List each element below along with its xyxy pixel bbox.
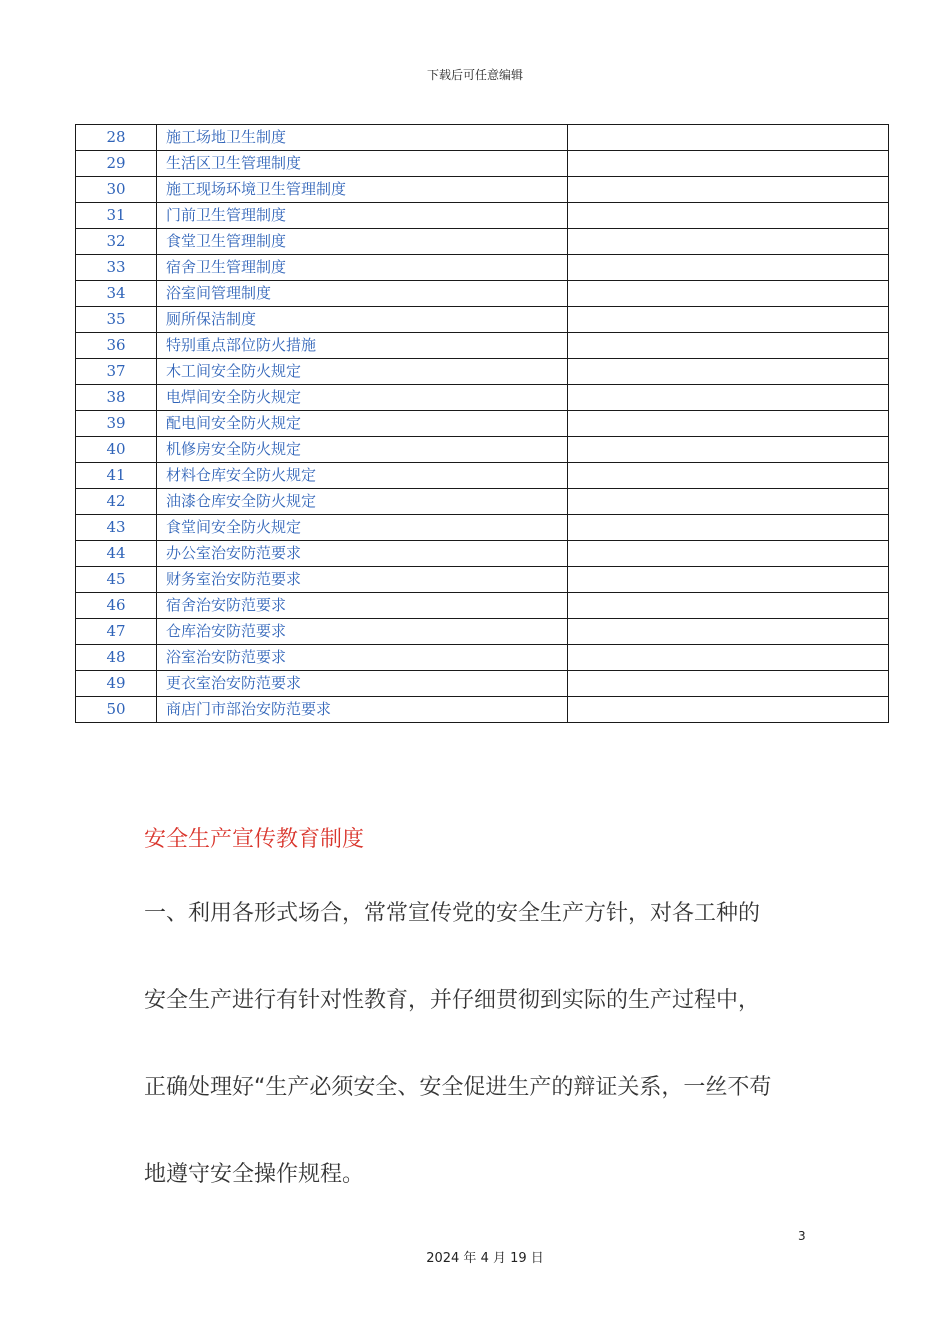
table-row: [76, 333, 889, 359]
toc-row-number: 41: [76, 463, 157, 489]
toc-row-empty-cell: [568, 385, 889, 411]
table-row: [76, 359, 889, 385]
toc-row-number: 44: [76, 541, 157, 567]
paragraph-line-2: 安全生产进行有针对性教育，并仔细贯彻到实际的生产过程中，: [144, 988, 761, 1013]
toc-row-empty-cell: [568, 697, 889, 723]
toc-row-empty-cell: [568, 125, 889, 151]
table-row: [76, 593, 889, 619]
toc-row-title-link[interactable]: 浴室治安防范要求: [157, 645, 568, 671]
table-row: [76, 541, 889, 567]
toc-row-empty-cell: [568, 671, 889, 697]
toc-row-title-link[interactable]: 宿舍治安防范要求: [157, 593, 568, 619]
toc-row-number: 37: [76, 359, 157, 385]
toc-row-title-link[interactable]: 仓库治安防范要求: [157, 619, 568, 645]
toc-table-body: [76, 125, 889, 723]
page-header: 下载后可任意编辑: [426, 68, 523, 82]
paragraph-line-1: 一、利用各形式场合，常常宣传党的安全生产方针，对各工种的: [144, 901, 761, 926]
toc-row-number: 34: [76, 281, 157, 307]
toc-row-empty-cell: [568, 203, 889, 229]
table-row: [76, 151, 889, 177]
table-row: [76, 177, 889, 203]
table-row: [76, 125, 889, 151]
toc-row-number: 45: [76, 567, 157, 593]
toc-row-title-link[interactable]: 配电间安全防火规定: [157, 411, 568, 437]
toc-row-number: 48: [76, 645, 157, 671]
toc-row-empty-cell: [568, 619, 889, 645]
toc-row-empty-cell: [568, 151, 889, 177]
toc-row-empty-cell: [568, 541, 889, 567]
toc-row-number: 39: [76, 411, 157, 437]
toc-row-title-link[interactable]: 宿舍卫生管理制度: [157, 255, 568, 281]
toc-row-number: 36: [76, 333, 157, 359]
table-row: [76, 437, 889, 463]
table-row: [76, 307, 889, 333]
table-row: [76, 697, 889, 723]
table-row: [76, 281, 889, 307]
table-row: [76, 567, 889, 593]
toc-row-empty-cell: [568, 255, 889, 281]
table-row: [76, 203, 889, 229]
toc-row-empty-cell: [568, 463, 889, 489]
toc-row-number: 50: [76, 697, 157, 723]
page-number: 3: [798, 1229, 806, 1243]
toc-row-empty-cell: [568, 645, 889, 671]
paragraph-line-4: 地遵守安全操作规程。: [144, 1162, 365, 1187]
toc-row-empty-cell: [568, 229, 889, 255]
toc-row-number: 33: [76, 255, 157, 281]
toc-row-title-link[interactable]: 商店门市部治安防范要求: [157, 697, 568, 723]
toc-row-title-link[interactable]: 木工间安全防火规定: [157, 359, 568, 385]
toc-row-number: 38: [76, 385, 157, 411]
toc-row-title-link[interactable]: 厕所保洁制度: [157, 307, 568, 333]
table-row: [76, 385, 889, 411]
toc-row-empty-cell: [568, 307, 889, 333]
toc-row-title-link[interactable]: 材料仓库安全防火规定: [157, 463, 568, 489]
toc-row-empty-cell: [568, 437, 889, 463]
toc-row-title-link[interactable]: 油漆仓库安全防火规定: [157, 489, 568, 515]
toc-row-number: 47: [76, 619, 157, 645]
toc-row-title-link[interactable]: 更衣室治安防范要求: [157, 671, 568, 697]
paragraph-line-3: 正确处理好“生产必须安全、安全促进生产的辩证关系，一丝不苟: [144, 1075, 772, 1100]
footer-date: 2024 年 4 月 19 日: [426, 1251, 544, 1266]
table-row: [76, 255, 889, 281]
toc-row-title-link[interactable]: 门前卫生管理制度: [157, 203, 568, 229]
toc-row-empty-cell: [568, 515, 889, 541]
toc-row-empty-cell: [568, 333, 889, 359]
toc-row-number: 49: [76, 671, 157, 697]
table-row: [76, 645, 889, 671]
toc-row-number: 32: [76, 229, 157, 255]
toc-row-title-link[interactable]: 食堂卫生管理制度: [157, 229, 568, 255]
table-row: [76, 411, 889, 437]
toc-row-title-link[interactable]: 施工场地卫生制度: [157, 125, 568, 151]
table-row: [76, 515, 889, 541]
toc-row-empty-cell: [568, 281, 889, 307]
toc-table: [75, 124, 889, 723]
toc-row-number: 35: [76, 307, 157, 333]
table-row: [76, 489, 889, 515]
toc-row-number: 46: [76, 593, 157, 619]
toc-row-title-link[interactable]: 生活区卫生管理制度: [157, 151, 568, 177]
section-title: 安全生产宣传教育制度: [144, 827, 365, 852]
toc-row-title-link[interactable]: 财务室治安防范要求: [157, 567, 568, 593]
toc-row-title-link[interactable]: 施工现场环境卫生管理制度: [157, 177, 568, 203]
toc-row-empty-cell: [568, 411, 889, 437]
table-row: [76, 671, 889, 697]
toc-row-title-link[interactable]: 机修房安全防火规定: [157, 437, 568, 463]
toc-row-number: 31: [76, 203, 157, 229]
toc-row-number: 30: [76, 177, 157, 203]
toc-row-number: 42: [76, 489, 157, 515]
toc-row-empty-cell: [568, 567, 889, 593]
toc-row-title-link[interactable]: 食堂间安全防火规定: [157, 515, 568, 541]
toc-row-title-link[interactable]: 特别重点部位防火措施: [157, 333, 568, 359]
toc-row-title-link[interactable]: 办公室治安防范要求: [157, 541, 568, 567]
table-row: [76, 619, 889, 645]
toc-row-empty-cell: [568, 489, 889, 515]
toc-row-empty-cell: [568, 177, 889, 203]
toc-row-number: 43: [76, 515, 157, 541]
toc-row-number: 28: [76, 125, 157, 151]
toc-row-number: 40: [76, 437, 157, 463]
toc-row-empty-cell: [568, 359, 889, 385]
table-row: [76, 463, 889, 489]
toc-row-empty-cell: [568, 593, 889, 619]
toc-row-number: 29: [76, 151, 157, 177]
toc-row-title-link[interactable]: 电焊间安全防火规定: [157, 385, 568, 411]
toc-row-title-link[interactable]: 浴室间管理制度: [157, 281, 568, 307]
table-row: [76, 229, 889, 255]
